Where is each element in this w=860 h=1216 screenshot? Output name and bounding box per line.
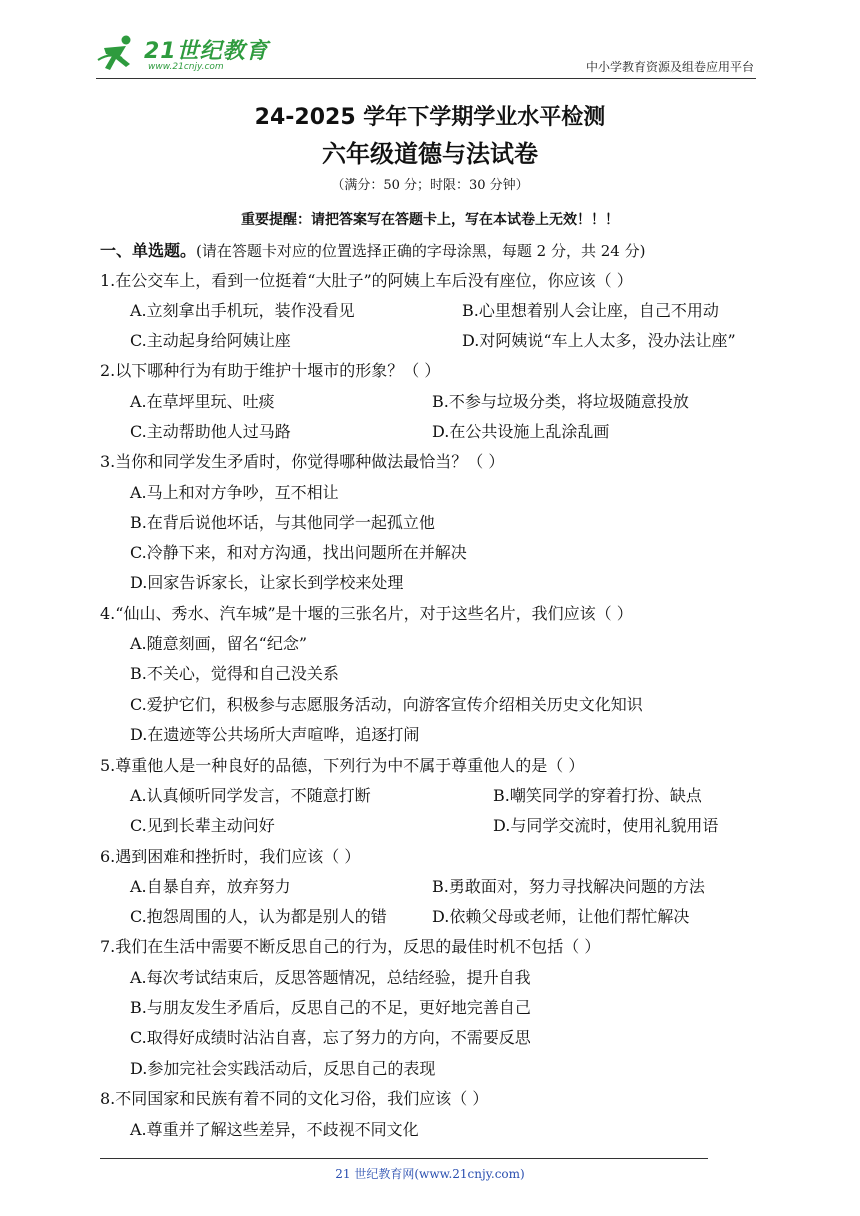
platform-name: 中小学教育资源及组卷应用平台 xyxy=(585,60,754,74)
logo-url: www.21cnjy.com xyxy=(148,62,224,72)
option-b: B.不参与垃圾分类，将垃圾随意投放 xyxy=(432,392,689,411)
option-c: C.爱护它们，积极参与志愿服务活动，向游客宣传介绍相关历史文化知识 xyxy=(130,695,643,714)
option-d: D.参加完社会实践活动后，反思自己的表现 xyxy=(130,1059,436,1078)
question-stem: 1.在公交车上，看到一位挺着“大肚子”的阿姨上车后没有座位，你应该（ ） xyxy=(100,271,633,290)
option-a: A.尊重并了解这些差异，不歧视不同文化 xyxy=(130,1120,419,1139)
question-stem: 6.遇到困难和挫折时，我们应该（ ） xyxy=(100,847,361,866)
question-stem: 2.以下哪种行为有助于维护十堰市的形象？（ ） xyxy=(100,361,441,380)
section-heading xyxy=(100,240,645,262)
option-a: A.在草坪里玩、吐痰 xyxy=(130,392,275,411)
option-a: A.立刻拿出手机玩，装作没看见 xyxy=(130,301,355,320)
section-title: 一、单选题。 xyxy=(100,241,197,260)
option-b: B.与朋友发生矛盾后，反思自己的不足，更好地完善自己 xyxy=(130,998,531,1017)
option-b: B.不关心，觉得和自己没关系 xyxy=(130,664,339,683)
section-note: (请在答题卡对应的位置选择正确的字母涂黑，每题 2 分，共 24 分) xyxy=(196,242,646,260)
option-a: A.随意刻画，留名“纪念” xyxy=(130,634,308,653)
option-d: D.与同学交流时，使用礼貌用语 xyxy=(493,816,719,835)
exam-title-line2: 六年级道德与法试卷 xyxy=(322,140,538,168)
question-stem: 3.当你和同学发生矛盾时，你觉得哪种做法最恰当？（ ） xyxy=(100,452,505,471)
option-c: C.取得好成绩时沾沾自喜，忘了努力的方向，不需要反思 xyxy=(130,1028,531,1047)
option-d: D.在公共设施上乱涂乱画 xyxy=(432,422,610,441)
page-header xyxy=(96,32,756,79)
option-d: D.对阿姨说“车上人太多，没办法让座” xyxy=(462,331,736,350)
option-b: B.心里想着别人会让座，自己不用动 xyxy=(462,301,719,320)
question-stem: 5.尊重他人是一种良好的品德，下列行为中不属于尊重他人的是（ ） xyxy=(100,756,585,775)
logo-text: 21世纪教育 xyxy=(144,39,269,64)
option-c: C.主动帮助他人过马路 xyxy=(130,422,291,441)
logo xyxy=(96,32,276,76)
option-c: C.主动起身给阿姨让座 xyxy=(130,331,291,350)
important-notice: 重要提醒：请把答案写在答题卡上，写在本试卷上无效！！！ xyxy=(241,212,619,228)
option-d: D.回家告诉家长，让家长到学校来处理 xyxy=(130,573,404,592)
option-b: B.在背后说他坏话，与其他同学一起孤立他 xyxy=(130,513,435,532)
option-c: C.冷静下来，和对方沟通，找出问题所在并解决 xyxy=(130,543,467,562)
option-a: A.自暴自弃，放弃努力 xyxy=(130,877,291,896)
option-d: D.在遗迹等公共场所大声喧哗，追逐打闹 xyxy=(130,725,420,744)
option-a: A.认真倾听同学发言，不随意打断 xyxy=(130,786,371,805)
option-c: C.见到长辈主动问好 xyxy=(130,816,275,835)
option-a: A.马上和对方争吵，互不相让 xyxy=(130,483,339,502)
question-stem: 4.“仙山、秀水、汽车城”是十堰的三张名片，对于这些名片，我们应该（ ） xyxy=(100,604,633,623)
question-stem: 7.我们在生活中需要不断反思自己的行为，反思的最佳时机不包括（ ） xyxy=(100,937,601,956)
option-c: C.抱怨周围的人，认为都是别人的错 xyxy=(130,907,387,926)
exam-subtitle: （满分：50 分；时限：30 分钟） xyxy=(331,178,529,193)
option-b: B.勇敢面对，努力寻找解决问题的方法 xyxy=(432,877,705,896)
page-footer[interactable]: 21 世纪教育网(www.21cnjy.com) xyxy=(335,1167,525,1181)
option-d: D.依赖父母或老师，让他们帮忙解决 xyxy=(432,907,690,926)
footer-divider xyxy=(100,1158,708,1159)
question-stem: 8.不同国家和民族有着不同的文化习俗，我们应该（ ） xyxy=(100,1089,489,1108)
runner-icon xyxy=(96,34,142,74)
option-a: A.每次考试结束后，反思答题情况，总结经验，提升自我 xyxy=(130,968,531,987)
exam-title-line1: 24-2025 学年下学期学业水平检测 xyxy=(254,105,606,130)
option-b: B.嘲笑同学的穿着打扮、缺点 xyxy=(493,786,702,805)
